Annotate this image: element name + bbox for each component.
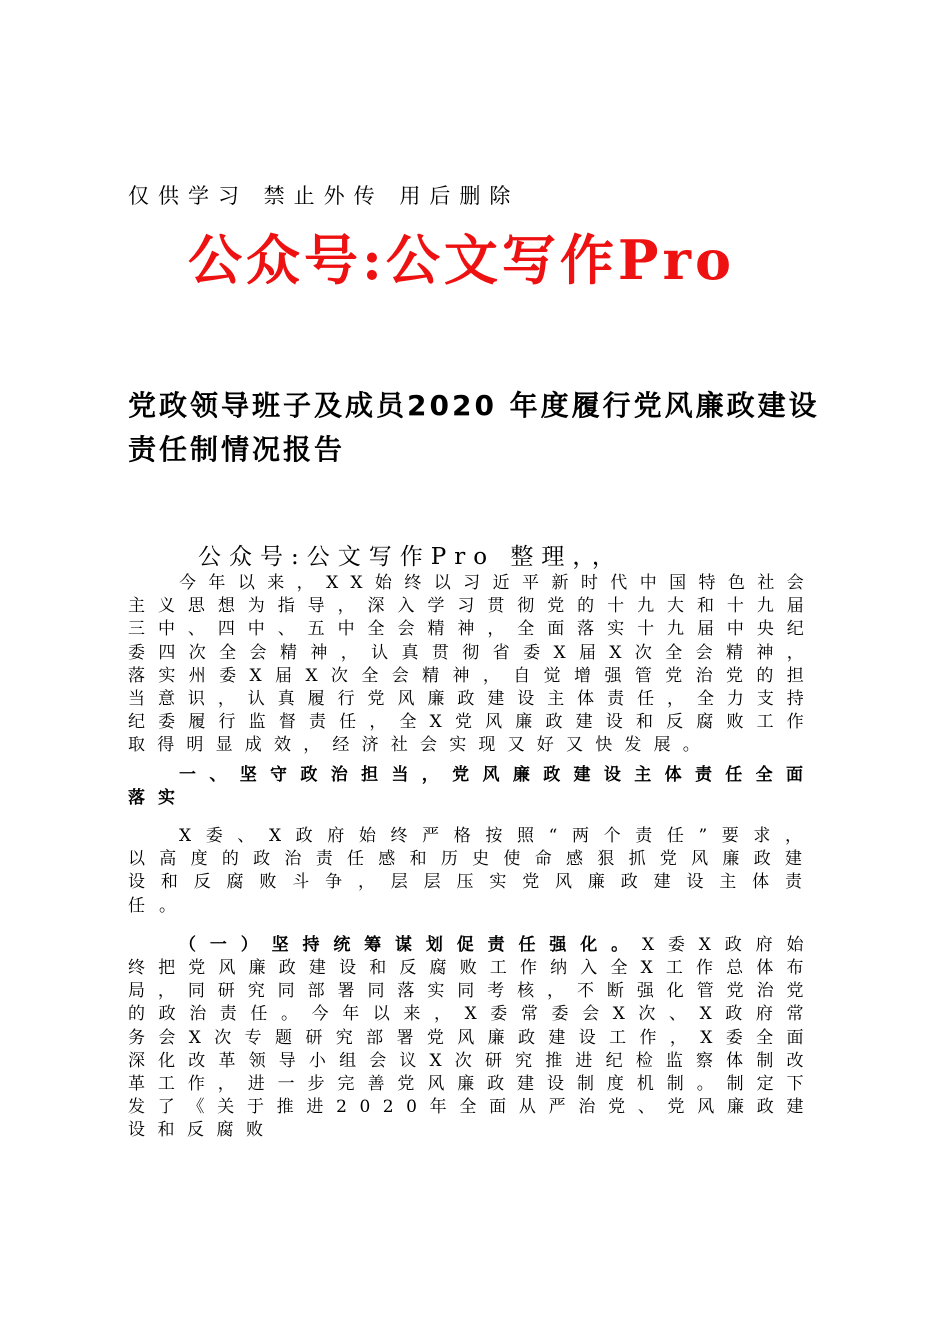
distribution-notice: 仅供学习 禁止外传 用后删除 <box>128 184 520 208</box>
section-1-paragraph: X委、X政府始终严格按照“两个责任”要求，以高度的政治责任感和历史使命感狠抓党风廉政建设和反腐败斗争，层层压实党风廉政建设主体责任。 <box>128 826 816 916</box>
subsection-1-paragraph <box>128 934 816 1143</box>
brand-watermark: 公众号:公文写作Pro <box>188 228 736 292</box>
report-title: 党政领导班子及成员2020 年度履行党风廉政建设责任制情况报告 <box>128 389 820 466</box>
subsection-1-text: X委X政府始终把党风廉政建设和反腐败工作纳入全X工作总体布局，同研究同部署同落实同考核，不断强化管党治党的政治责任。今年以来，X委常委会X次、X政府常务会X次专题研究部署党风廉政建设工作，X委全面深化改革领导小组会议X次研究推进纪检监察体制改革工作，进一步完善党风廉政建设制度机制。制定下发了《关于推进2020年全面从严治党、党风廉政建设和反腐败 <box>128 934 816 1141</box>
intro-paragraph: 今年以来，XX始终以习近平新时代中国特色社会主义思想为指导，深入学习贯彻党的十九大和十九届三中、四中、五中全会精神，全面落实十九届中央纪委四次全会精神，认真贯彻省委X届X次全会精神，落实州委X届X次全会精神，自觉增强管党治党的担当意识，认真履行党风廉政建设主体责任，全力支持纪委履行监督责任，全X党风廉政建设和反腐败工作取得明显成效，经济社会实现又好又快发展。 <box>128 573 816 756</box>
subsection-1-title: （一）坚持统筹谋划促责任强化。 <box>179 934 642 955</box>
section-heading-1: 一、坚守政治担当，党风廉政建设主体责任全面落实 <box>128 764 816 808</box>
collector-line: 公众号:公文写作Pro 整理，， <box>198 544 623 570</box>
report-body <box>128 572 816 1143</box>
